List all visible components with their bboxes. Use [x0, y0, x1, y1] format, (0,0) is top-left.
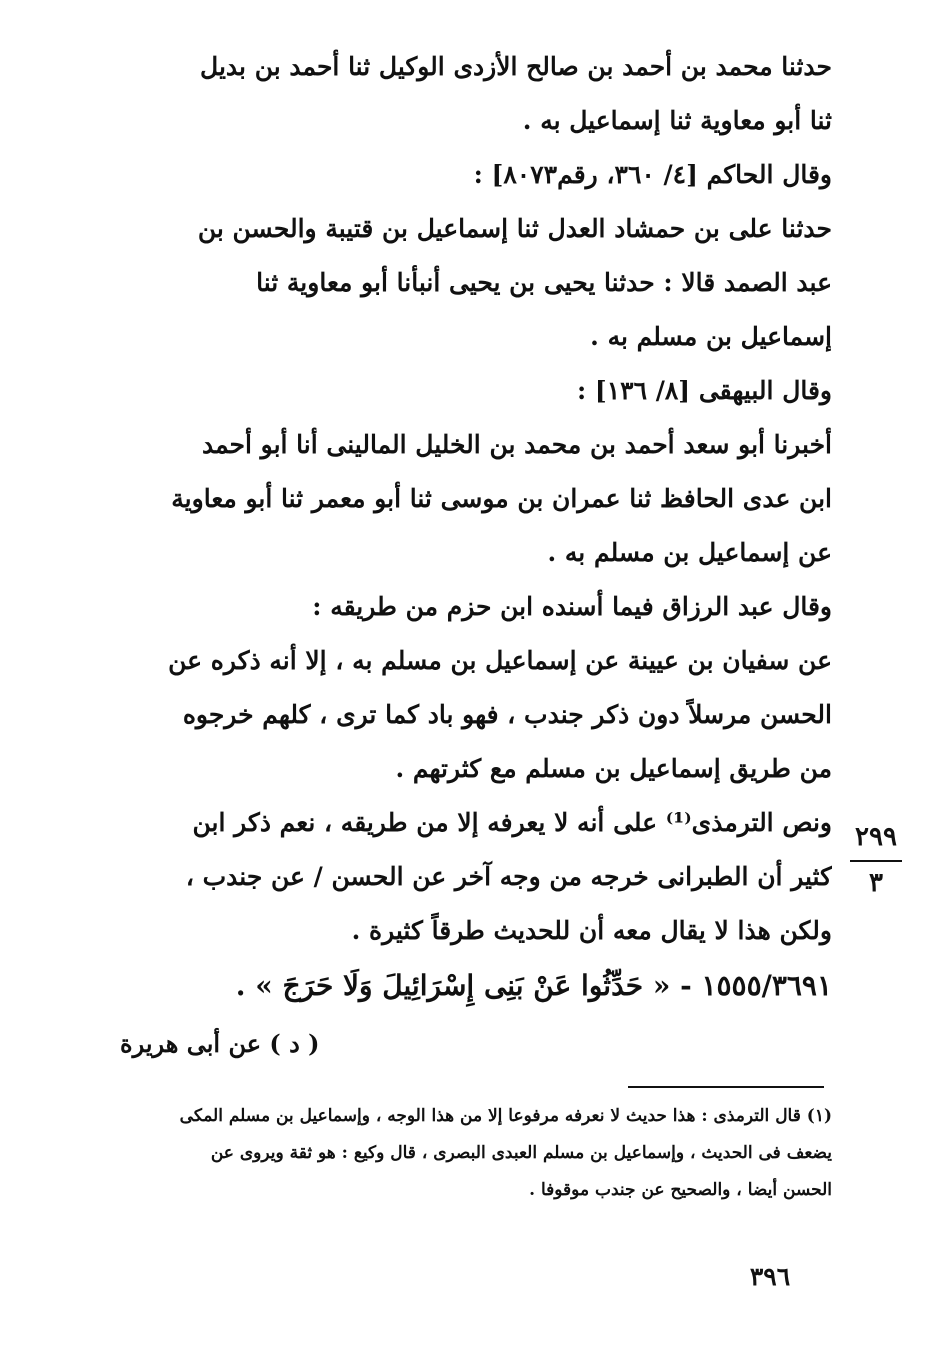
- text-line: وقال البيهقى [٨/ ١٣٦] :: [576, 376, 832, 405]
- text-line: وقال عبد الرزاق فيما أسنده ابن حزم من طريقه :: [312, 592, 832, 621]
- footnote-line: الحسن أيضا ، والصحيح عن جندب موقوفا .: [529, 1180, 832, 1200]
- hadith-source: ( د ) عن أبى هريرة: [120, 1029, 320, 1058]
- text-line: كثير أن الطبرانى خرجه من وجه آخر عن الحسن / عن جندب ،: [185, 862, 832, 891]
- text-line: عن إسماعيل بن مسلم به .: [547, 538, 832, 567]
- hadith-heading: ١٥٥٥/٣٦٩١ - « حَدِّثُوا عَنْ بَنِى إِسْرَائِيلَ وَلَا حَرَجَ » .: [235, 969, 832, 1002]
- text-line: ونص الترمذى⁽¹⁾ على أنه لا يعرفه إلا من طريقه ، نعم ذكر ابن: [192, 808, 832, 837]
- footnote-line: يضعف فى الحديث ، وإسماعيل بن مسلم العبدى البصرى ، قال وكيع : هو ثقة ويروى عن: [210, 1143, 832, 1163]
- margin-part-number: ٣: [869, 868, 883, 898]
- paragraph-abdulrazzaq-ref: [120, 580, 832, 634]
- page-number: ٣٩٦: [749, 1262, 791, 1291]
- paragraph-tirmidhi-note: [120, 796, 832, 958]
- footnotes: [120, 1098, 832, 1209]
- margin-reference: [846, 820, 906, 898]
- paragraph-hakim-ref: [120, 148, 832, 202]
- paragraph-bayhaqi-ref: [120, 364, 832, 418]
- margin-volume-page: ٢٩٩: [855, 822, 897, 852]
- text-line: ولكن هذا لا يقال معه أن للحديث طرقاً كثيرة .: [351, 916, 832, 945]
- paragraph-isnad-1: [120, 40, 832, 148]
- text-line: أخبرنا أبو سعد أحمد بن محمد بن الخليل المالينى أنا أبو أحمد: [201, 430, 832, 459]
- footnote-line: (١) قال الترمذى : هذا حديث لا نعرفه مرفوعا إلا من هذا الوجه ، وإسماعيل بن مسلم المكى: [179, 1106, 832, 1126]
- text-line: ابن عدى الحافظ ثنا عمران بن موسى ثنا أبو معمر ثنا أبو معاوية: [171, 484, 832, 513]
- main-text: [120, 40, 832, 958]
- text-line: ثنا أبو معاوية ثنا إسماعيل به .: [522, 106, 832, 135]
- paragraph-isnad-2: [120, 202, 832, 364]
- paragraph-isnad-3: [120, 418, 832, 580]
- paragraph-isnad-4: [120, 634, 832, 796]
- text-line: وقال الحاكم [٤/ ٣٦٠، رقم٨٠٧٣] :: [473, 160, 832, 189]
- margin-divider: [850, 860, 902, 862]
- text-line: من طريق إسماعيل بن مسلم مع كثرتهم .: [395, 754, 832, 783]
- footnote-separator: [628, 1086, 824, 1088]
- text-line: حدثنا محمد بن أحمد بن صالح الأزدى الوكيل ثنا أحمد بن بديل: [200, 52, 832, 81]
- text-line: عبد الصمد قالا : حدثنا يحيى بن يحيى أنبأنا أبو معاوية ثنا: [256, 268, 832, 297]
- text-line: عن سفيان بن عيينة عن إسماعيل بن مسلم به ، إلا أنه ذكره عن: [168, 646, 832, 675]
- text-line: حدثنا على بن حمشاد العدل ثنا إسماعيل بن قتيبة والحسن بن: [197, 214, 832, 243]
- text-line: إسماعيل بن مسلم به .: [590, 322, 832, 351]
- text-line: الحسن مرسلاً دون ذكر جندب ، فهو باد كما ترى ، كلهم خرجوه: [182, 700, 832, 729]
